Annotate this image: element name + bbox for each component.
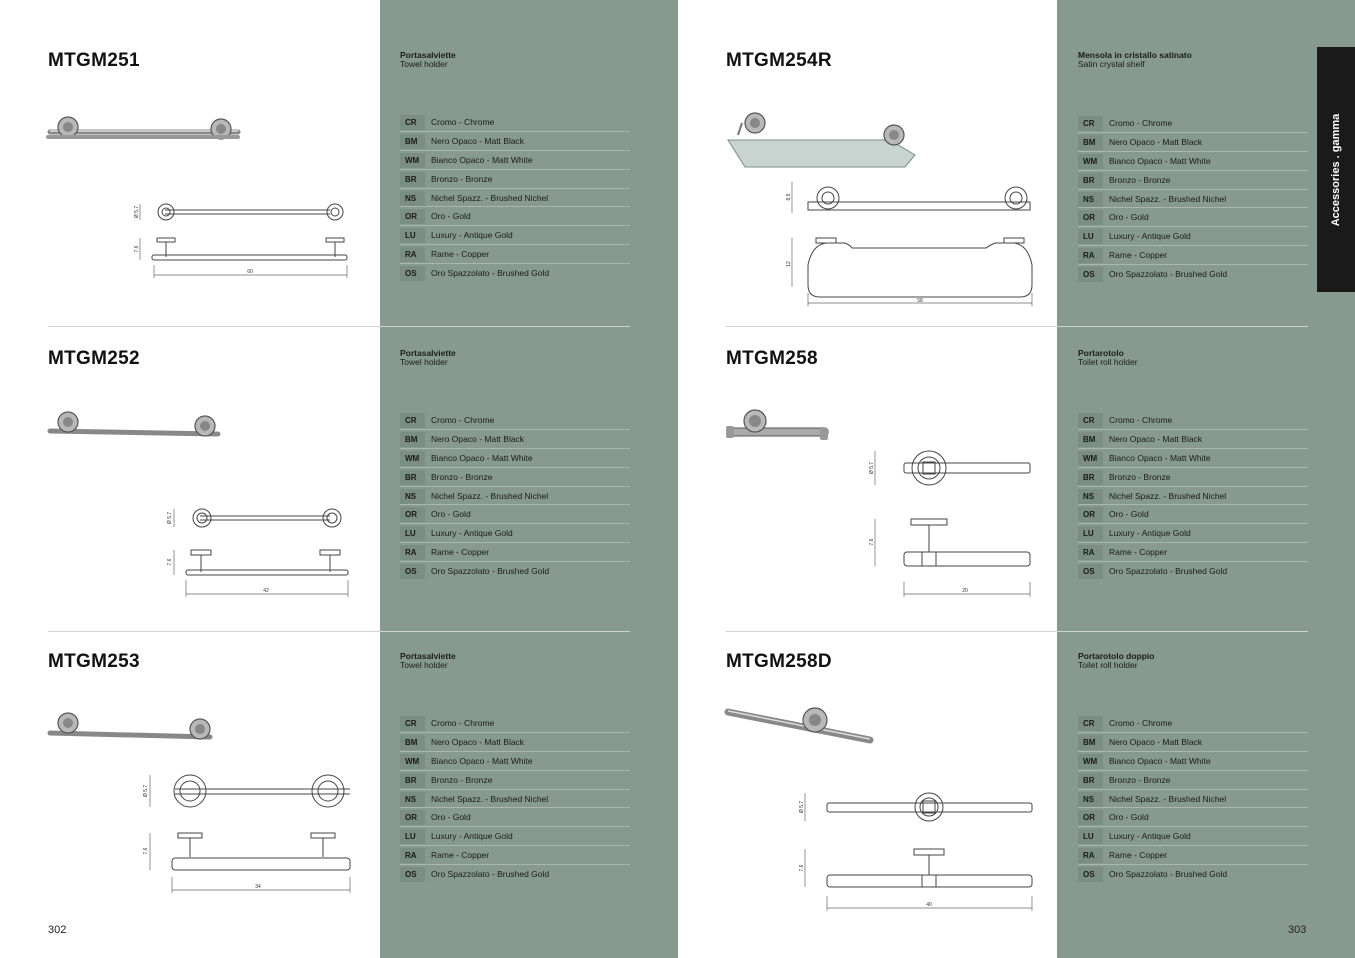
finish-row <box>1078 543 1308 562</box>
finish-row <box>400 245 630 264</box>
finish-row <box>1078 152 1308 171</box>
finish-code: BR <box>400 470 425 485</box>
finish-name: Oro Spazzolato - Brushed Gold <box>1109 869 1228 880</box>
product-name <box>1078 349 1138 367</box>
finish-code: OR <box>1078 210 1103 225</box>
finish-table <box>400 411 630 580</box>
dim-height: 7,6 <box>869 538 875 546</box>
finish-name: Nero Opaco - Matt Black <box>431 433 525 444</box>
finish-code: CR <box>1078 413 1103 428</box>
dim-height: 12 <box>786 261 792 267</box>
finish-code: OS <box>400 564 425 579</box>
page-number-left: 302 <box>48 924 67 936</box>
finish-row <box>400 430 630 449</box>
product-code: MTGM258 <box>726 348 818 369</box>
section-divider <box>48 326 630 327</box>
finish-row <box>1078 190 1308 209</box>
finish-name: Bronzo - Bronze <box>1109 774 1171 785</box>
finish-row <box>400 151 630 170</box>
finish-name: Oro Spazzolato - Brushed Gold <box>1109 566 1228 577</box>
finish-name: Nero Opaco - Matt Black <box>1109 136 1203 147</box>
finish-name: Oro - Gold <box>1109 212 1149 223</box>
dim-width: 34 <box>255 884 261 890</box>
finish-row <box>400 505 630 524</box>
finish-name: Cromo - Chrome <box>431 117 495 127</box>
product-drawing <box>720 402 1050 602</box>
finish-code: NS <box>1078 792 1103 807</box>
product-drawing <box>40 402 360 602</box>
dim-height: 7,6 <box>799 864 805 872</box>
finish-name: Luxury - Antique Gold <box>431 230 513 241</box>
section-divider <box>726 631 1308 632</box>
finish-name: Nero Opaco - Matt Black <box>431 135 525 146</box>
finish-code: RA <box>400 545 425 560</box>
product-name <box>400 51 456 69</box>
finish-row <box>1078 733 1308 752</box>
product-drawing <box>720 700 1050 915</box>
product-code: MTGM253 <box>48 651 140 672</box>
finish-code: BR <box>400 773 425 788</box>
finish-name: Nichel Spazz. - Brushed Nichel <box>431 192 549 203</box>
finish-code: NS <box>1078 192 1103 207</box>
finish-row <box>1078 430 1308 449</box>
finish-name: Oro - Gold <box>1109 509 1149 520</box>
finish-name: Nichel Spazz. - Brushed Nichel <box>1109 193 1227 204</box>
finish-row <box>1078 865 1308 883</box>
finish-name: Nichel Spazz. - Brushed Nichel <box>431 490 549 501</box>
finish-name: Bianco Opaco - Matt White <box>431 154 533 165</box>
dim-depth: Ø 5,7 <box>869 461 875 475</box>
product-name <box>400 652 456 670</box>
finish-name: Luxury - Antique Gold <box>431 831 513 842</box>
product-name-en: Toilet roll holder <box>1078 357 1138 367</box>
finish-code: NS <box>400 191 425 206</box>
finish-code: OR <box>1078 810 1103 825</box>
finish-row <box>1078 246 1308 265</box>
dim-depth: Ø 5,7 <box>134 205 140 219</box>
finish-name: Oro - Gold <box>431 812 471 823</box>
finish-name: Cromo - Chrome <box>1109 415 1173 425</box>
finish-name: Rame - Copper <box>431 547 490 558</box>
finish-name: Bronzo - Bronze <box>431 774 493 785</box>
finish-row <box>400 468 630 487</box>
finish-row <box>400 189 630 208</box>
finish-row <box>1078 411 1308 430</box>
finish-row <box>1078 714 1308 733</box>
product-code: MTGM258D <box>726 651 832 672</box>
finish-row <box>400 524 630 543</box>
side-tab <box>1317 47 1355 292</box>
dim-width: 20 <box>962 588 968 594</box>
finish-row <box>1078 171 1308 190</box>
finish-row <box>1078 133 1308 152</box>
finish-row <box>400 264 630 282</box>
finish-name: Rame - Copper <box>431 249 490 260</box>
product-name-it: Portasalviette <box>400 50 456 60</box>
finish-name: Bronzo - Bronze <box>1109 174 1171 185</box>
finish-code: CR <box>400 115 425 130</box>
dim-height: 7,6 <box>134 245 140 253</box>
finish-code: NS <box>400 792 425 807</box>
finish-code: LU <box>1078 229 1103 244</box>
finish-code: CR <box>400 413 425 428</box>
finish-name: Nichel Spazz. - Brushed Nichel <box>1109 490 1227 501</box>
finish-name: Bronzo - Bronze <box>431 471 493 482</box>
dim-depth: Ø 5,7 <box>799 800 805 814</box>
product-drawing <box>40 105 360 285</box>
finish-code: WM <box>400 153 425 168</box>
finish-row <box>1078 487 1308 506</box>
finish-code: OS <box>1078 867 1103 882</box>
side-tab-label: Accessories . gamma <box>1330 113 1342 226</box>
product-name-it: Portasalviette <box>400 651 456 661</box>
finish-code: BR <box>1078 173 1103 188</box>
finish-code: BM <box>400 735 425 750</box>
finish-code: BM <box>1078 432 1103 447</box>
finish-row <box>400 733 630 752</box>
finish-code: BR <box>400 172 425 187</box>
finish-code: NS <box>400 489 425 504</box>
product-name-en: Towel holder <box>400 59 448 69</box>
dim-depth: Ø 5,7 <box>167 511 173 525</box>
finish-code: OS <box>1078 564 1103 579</box>
finish-name: Bianco Opaco - Matt White <box>431 755 533 766</box>
finish-row <box>400 449 630 468</box>
finish-code: WM <box>400 451 425 466</box>
finish-name: Bianco Opaco - Matt White <box>431 452 533 463</box>
product-name-en: Towel holder <box>400 660 448 670</box>
finish-table <box>1078 114 1308 283</box>
finish-name: Cromo - Chrome <box>431 718 495 728</box>
finish-row <box>1078 468 1308 487</box>
finish-name: Rame - Copper <box>431 850 490 861</box>
finish-row <box>1078 752 1308 771</box>
product-code: MTGM254R <box>726 50 832 71</box>
finish-name: Luxury - Antique Gold <box>1109 528 1191 539</box>
product-name <box>400 349 456 367</box>
finish-name: Rame - Copper <box>1109 250 1168 261</box>
finish-code: LU <box>1078 829 1103 844</box>
finish-code: BM <box>1078 135 1103 150</box>
finish-name: Luxury - Antique Gold <box>1109 231 1191 242</box>
finish-code: BM <box>400 432 425 447</box>
finish-code: RA <box>400 848 425 863</box>
dim-width: 40 <box>926 902 932 908</box>
finish-row <box>400 170 630 189</box>
finish-row <box>400 752 630 771</box>
finish-row <box>1078 208 1308 227</box>
finish-code: OR <box>400 209 425 224</box>
finish-code: BM <box>1078 735 1103 750</box>
product-name <box>1078 652 1155 670</box>
finish-row <box>400 411 630 430</box>
finish-row <box>1078 771 1308 790</box>
finish-row <box>400 790 630 809</box>
finish-name: Luxury - Antique Gold <box>1109 831 1191 842</box>
finish-name: Oro Spazzolato - Brushed Gold <box>431 268 550 279</box>
finish-name: Rame - Copper <box>1109 850 1168 861</box>
finish-row <box>1078 808 1308 827</box>
finish-row <box>400 714 630 733</box>
finish-code: OR <box>400 810 425 825</box>
finish-table <box>400 714 630 883</box>
finish-code: WM <box>400 754 425 769</box>
finish-name: Nero Opaco - Matt Black <box>431 736 525 747</box>
finish-code: RA <box>1078 248 1103 263</box>
finish-row <box>400 562 630 580</box>
product-code: MTGM252 <box>48 348 140 369</box>
finish-code: RA <box>400 247 425 262</box>
finish-row <box>1078 562 1308 580</box>
finish-row <box>1078 114 1308 133</box>
finish-name: Oro Spazzolato - Brushed Gold <box>431 869 550 880</box>
finish-code: OR <box>400 507 425 522</box>
finish-name: Bronzo - Bronze <box>1109 471 1171 482</box>
section-divider <box>726 326 1308 327</box>
finish-table <box>1078 411 1308 580</box>
finish-row <box>1078 505 1308 524</box>
section-divider <box>48 631 630 632</box>
finish-row <box>1078 524 1308 543</box>
finish-name: Oro - Gold <box>1109 812 1149 823</box>
product-name-it: Mensola in cristallo satinato <box>1078 50 1192 60</box>
product-name-en: Toilet roll holder <box>1078 660 1138 670</box>
finish-row <box>1078 265 1308 283</box>
finish-name: Bronzo - Bronze <box>431 173 493 184</box>
finish-code: LU <box>400 228 425 243</box>
dim-height: 7,6 <box>143 847 149 855</box>
finish-name: Oro Spazzolato - Brushed Gold <box>1109 269 1228 280</box>
finish-table <box>1078 714 1308 883</box>
finish-row <box>1078 827 1308 846</box>
finish-row <box>1078 790 1308 809</box>
finish-row <box>400 226 630 245</box>
dim-width: 60 <box>247 269 253 275</box>
finish-name: Luxury - Antique Gold <box>431 528 513 539</box>
finish-row <box>1078 227 1308 246</box>
product-name-it: Portasalviette <box>400 348 456 358</box>
finish-name: Nichel Spazz. - Brushed Nichel <box>431 793 549 804</box>
finish-code: RA <box>1078 848 1103 863</box>
finish-code: OS <box>400 867 425 882</box>
finish-row <box>1078 846 1308 865</box>
finish-name: Bianco Opaco - Matt White <box>1109 155 1211 166</box>
dim-height: 7,6 <box>167 558 173 566</box>
finish-row <box>400 865 630 883</box>
product-name-it: Portarotolo doppio <box>1078 651 1155 661</box>
finish-code: CR <box>1078 116 1103 131</box>
dim-depth: Ø 5,7 <box>143 784 149 798</box>
finish-name: Oro - Gold <box>431 211 471 222</box>
product-code: MTGM251 <box>48 50 140 71</box>
finish-name: Cromo - Chrome <box>1109 718 1173 728</box>
finish-code: LU <box>400 829 425 844</box>
finish-name: Bianco Opaco - Matt White <box>1109 452 1211 463</box>
product-name-en: Towel holder <box>400 357 448 367</box>
finish-code: BR <box>1078 773 1103 788</box>
finish-code: BR <box>1078 470 1103 485</box>
product-name-en: Satin crystal shelf <box>1078 59 1145 69</box>
finish-code: BM <box>400 134 425 149</box>
finish-name: Nichel Spazz. - Brushed Nichel <box>1109 793 1227 804</box>
dim-width: 42 <box>263 588 269 594</box>
finish-name: Oro - Gold <box>431 509 471 520</box>
finish-row <box>400 113 630 132</box>
finish-code: CR <box>1078 716 1103 731</box>
finish-row <box>400 827 630 846</box>
product-drawing <box>40 705 360 900</box>
finish-name: Nero Opaco - Matt Black <box>1109 736 1203 747</box>
finish-code: OS <box>1078 267 1103 282</box>
finish-code: NS <box>1078 489 1103 504</box>
finish-name: Cromo - Chrome <box>1109 118 1173 128</box>
finish-row <box>400 846 630 865</box>
product-name <box>1078 51 1192 69</box>
finish-row <box>400 543 630 562</box>
finish-code: CR <box>400 716 425 731</box>
finish-code: OS <box>400 266 425 281</box>
finish-code: WM <box>1078 154 1103 169</box>
finish-name: Oro Spazzolato - Brushed Gold <box>431 566 550 577</box>
dim-width: 58 <box>917 298 923 304</box>
finish-row <box>400 207 630 226</box>
finish-code: LU <box>400 526 425 541</box>
finish-code: LU <box>1078 526 1103 541</box>
finish-code: RA <box>1078 545 1103 560</box>
page-number-right: 303 <box>1288 924 1307 936</box>
finish-code: OR <box>1078 507 1103 522</box>
finish-name: Cromo - Chrome <box>431 415 495 425</box>
dim-depth: 8,5 <box>786 193 792 201</box>
finish-code: WM <box>1078 754 1103 769</box>
finish-name: Nero Opaco - Matt Black <box>1109 433 1203 444</box>
finish-row <box>400 771 630 790</box>
finish-name: Bianco Opaco - Matt White <box>1109 755 1211 766</box>
finish-row <box>400 808 630 827</box>
product-name-it: Portarotolo <box>1078 348 1124 358</box>
finish-row <box>400 132 630 151</box>
finish-name: Rame - Copper <box>1109 547 1168 558</box>
product-drawing <box>720 105 1050 310</box>
finish-table <box>400 113 630 282</box>
finish-code: WM <box>1078 451 1103 466</box>
finish-row <box>400 487 630 506</box>
finish-row <box>1078 449 1308 468</box>
